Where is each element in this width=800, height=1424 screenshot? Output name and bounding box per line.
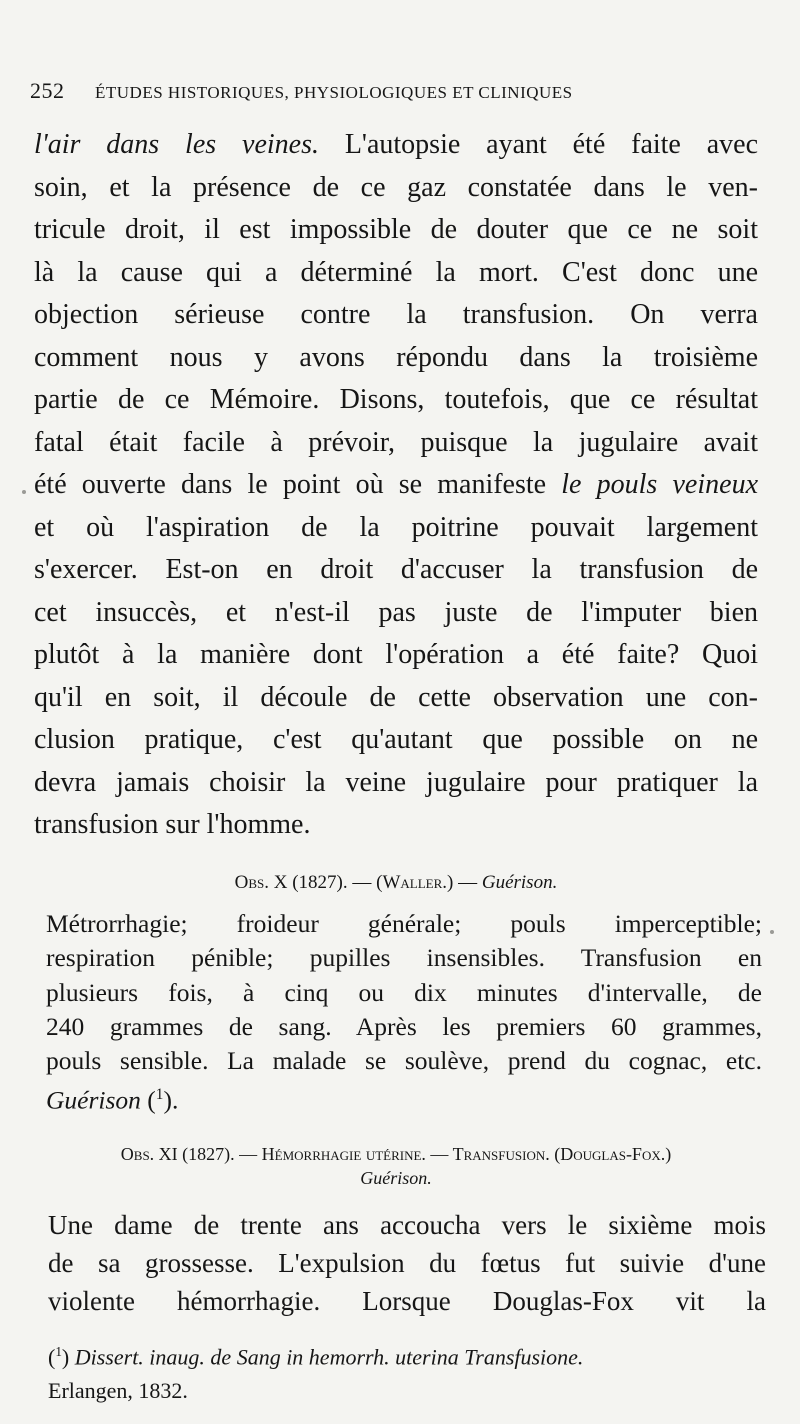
heading-text: Obs. X (1827). — (Waller.) — xyxy=(234,872,482,893)
text-line: s'exercer. Est-on en droit d'accuser la transfusion de xyxy=(34,554,758,585)
text-span: été ouverte dans le point où se manifeste xyxy=(34,469,562,500)
observation-paragraph xyxy=(46,907,762,1118)
text-line: pouls sensible. La malade se soulève, prend du cognac, etc. xyxy=(46,1046,762,1076)
text-line: plusieurs fois, à cinq ou dix minutes d'intervalle, de xyxy=(46,977,762,1007)
text-line: de sa grossesse. L'expulsion du fœtus fut suivie d'une xyxy=(48,1248,766,1278)
text-line: violente hémorrhagie. Lorsque Douglas-Fox vit la xyxy=(48,1286,766,1316)
footnote-line: ($^1$) Dissert. inaug. de Sang in hemorrh. uterina Transfusione. xyxy=(48,1344,584,1370)
text-line: comment nous y avons répondu dans la troisième xyxy=(34,341,758,373)
italic-phrase: Guérison xyxy=(46,1085,141,1115)
text-line: transfusion sur l'homme. xyxy=(34,809,311,840)
text-line: devra jamais choisir la veine jugulaire pour pratiquer la xyxy=(34,766,758,798)
text-span: L'autopsie ayant été faite avec xyxy=(318,129,758,160)
main-paragraph xyxy=(34,124,758,847)
footnote-ref: 1 xyxy=(155,1086,164,1104)
footnote-line: Erlangen, 1832. xyxy=(48,1378,188,1404)
text-line: objection sérieuse contre la transfusion. On verra xyxy=(34,299,758,330)
page-number: 252 xyxy=(30,78,65,103)
text-line: Guérison ($^1$). xyxy=(46,1085,179,1115)
observation-paragraph xyxy=(48,1206,766,1320)
text-line: et où l'aspiration de la poitrine pouvait largement xyxy=(34,511,758,543)
footnote-marker: 1 xyxy=(55,1344,62,1359)
text-line: tricule droit, il est impossible de douter que ce ne soit xyxy=(34,214,758,245)
text-line: respiration pénible; pupilles insensibles. Transfusion en xyxy=(46,943,762,973)
paper-speck xyxy=(22,490,26,494)
text-span: . xyxy=(171,1085,179,1115)
observation-heading xyxy=(34,872,758,894)
text-line xyxy=(34,464,758,507)
text-line: clusion pratique, c'est qu'autant que possible on ne xyxy=(34,724,758,755)
italic-phrase: l'air dans les veines. xyxy=(34,129,319,160)
paper-speck xyxy=(770,930,774,934)
running-header xyxy=(30,78,770,104)
heading-italic: Guérison. xyxy=(360,1168,432,1188)
text-line xyxy=(34,124,758,167)
text-line: partie de ce Mémoire. Disons, toutefois, que ce résultat xyxy=(34,384,758,415)
heading-italic: Guérison. xyxy=(481,872,558,893)
running-title: ÉTUDES HISTORIQUES, PHYSIOLOGIQUES ET CLINIQUES xyxy=(95,83,573,102)
text-line: là la cause qui a déterminé la mort. C'est donc une xyxy=(34,256,758,288)
text-line: Une dame de trente ans accoucha vers le sixième mois xyxy=(48,1210,766,1240)
text-line: soin, et la présence de ce gaz constatée dans le ven- xyxy=(34,171,758,203)
text-line: 240 grammes de sang. Après les premiers 60 grammes, xyxy=(46,1011,762,1041)
footnote-citation: Dissert. inaug. de Sang in hemorrh. uterina Transfusione. xyxy=(74,1344,584,1370)
text-line: Métrorrhagie; froideur générale; pouls imperceptible; xyxy=(46,909,762,938)
text-line: qu'il en soit, il découle de cette observation une con- xyxy=(34,681,758,713)
heading-text: Obs. XI (1827). — Hémorrhagie utérine. — Transfusion. (Douglas-Fox.) xyxy=(120,1144,672,1164)
footnote xyxy=(48,1335,768,1408)
text-line: cet insuccès, et n'est-il pas juste de l'imputer bien xyxy=(34,596,758,628)
italic-phrase: le pouls veineux xyxy=(561,469,758,500)
observation-heading xyxy=(34,1142,758,1190)
text-line: plutôt à la manière dont l'opération a été faite? Quoi xyxy=(34,639,758,670)
text-line: fatal était facile à prévoir, puisque la jugulaire avait xyxy=(34,426,758,458)
